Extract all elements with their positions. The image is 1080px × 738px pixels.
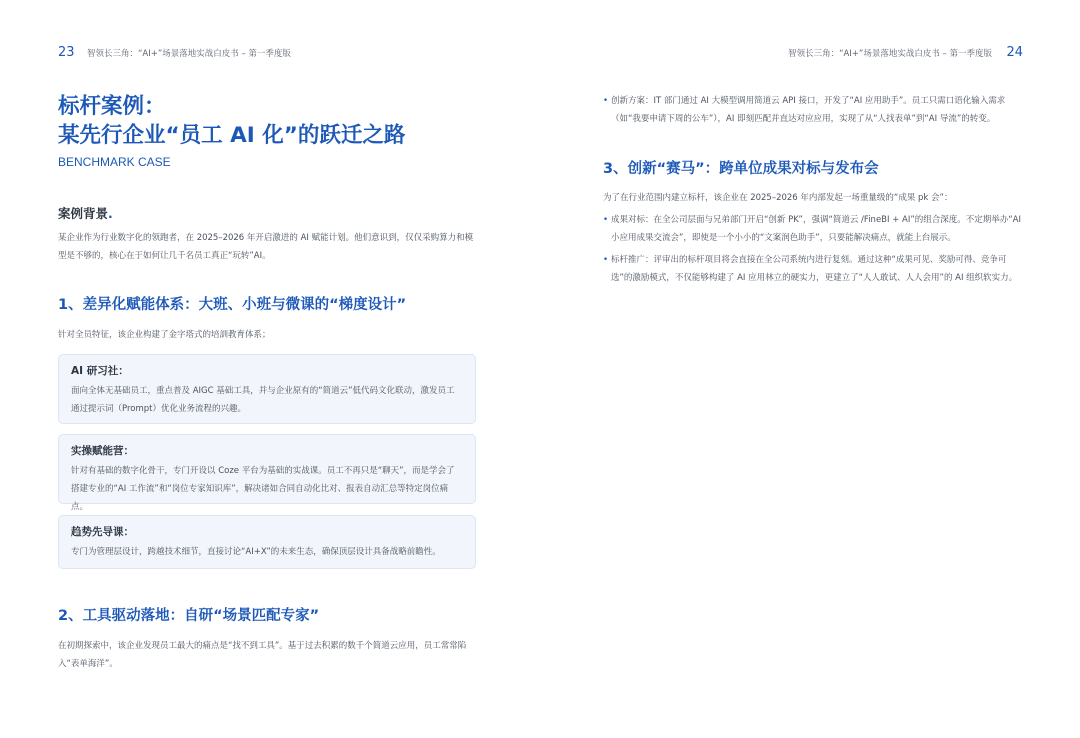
background-paragraph: 某企业作为行业数字化的领跑者，在 2025–2026 年开启激进的 AI 赋能计划。他们意识到，仅仅采购算力和模型是不够的，核心在于如何让几千名员工真正“玩转”AI。 <box>58 233 474 261</box>
bullet-dot-icon: • <box>603 255 609 265</box>
section-1-heading: 1、差异化赋能体系：大班、小班与微课的“梯度设计” <box>58 297 407 313</box>
page-title <box>58 92 498 150</box>
background-label-dot: . <box>108 206 113 221</box>
card-title: 实操赋能营： <box>71 445 134 457</box>
bullet-text: 标杆推广：评审出的标杆项目将会直接在全公司系统内进行复刻。通过这种“成果可见、奖励可得、竞争可选”的激励模式，不仅能够构建了 AI 应用林立的硬实力，更建立了“人人敢试、人人会用”的 AI 组织软实力。 <box>611 255 1018 283</box>
card-trend-course <box>58 515 476 569</box>
bullet-text: 成果对标：在全公司层面与兄弟部门开启“创新 PK”，强调“简道云 /FineBI + AI”的组合深度。不定期举办“AI 小应用成果交流会”，即使是一个小小的“文案润色助手”，只要能解决痛点，就能上台展示。 <box>611 215 1021 243</box>
card-practice-camp <box>58 434 476 512</box>
section-2-heading: 2、工具驱动落地：自研“场景匹配专家” <box>58 608 320 624</box>
section-3-heading: 3、创新“赛马”：跨单位成果对标与发布会 <box>603 161 879 177</box>
page-subtitle: BENCHMARK CASE <box>58 155 171 169</box>
card-text: 专门为管理层设计，跨越技术细节，直接讨论“AI+X”的未来生态，确保顶层设计具备战略前瞻性。 <box>71 547 441 557</box>
bullet-dot-icon: • <box>603 96 609 106</box>
running-header: 智领长三角：“AI+”场景落地实战白皮书 – 第一季度版 <box>788 49 992 59</box>
page-number: 24 <box>1006 45 1023 60</box>
title-line-1: 标杆案例： <box>58 94 166 119</box>
section-label-background <box>58 204 113 222</box>
bullet-benchmark-promotion <box>603 251 1027 287</box>
bullet-result-benchmark <box>603 211 1027 247</box>
section-1-intro: 针对全员特征，该企业构建了金字塔式的培訓教育体系； <box>58 330 271 340</box>
card-ai-study-club <box>58 354 476 424</box>
card-title: AI 研习社： <box>71 365 129 377</box>
running-header: 智领长三角：“AI+”场景落地实战白皮书 – 第一季度版 <box>87 49 291 59</box>
card-text: 面向全体无基础员工，重点普及 AIGC 基础工具，并与企业原有的“简道云”低代码文化联动，激发员工通过提示词（Prompt）优化业务流程的兴趣。 <box>71 386 455 414</box>
section-3-intro: 为了在行业范围内建立标杆，该企业在 2025–2026 年内部发起一场重量级的“成果 pk 会”： <box>603 193 953 203</box>
background-label-text: 案例背景 <box>58 206 109 221</box>
bullet-text: 创新方案：IT 部门通过 AI 大模型调用简道云 API 接口，开发了“AI 应用助手”。员工只需口语化输入需求（如“我要申请下周的公车”），AI 即刻匹配并直达对应应用，实现了从“人找表单”到“AI 导流”的转变。 <box>611 96 1006 124</box>
page-number: 23 <box>58 45 75 60</box>
bullet-dot-icon: • <box>603 215 609 225</box>
card-text: 针对有基础的数字化骨干，专门开设以 Coze 平台为基础的实战课。员工不再只是“聊天”，而是学会了搭建专业的“AI 工作流”和“岗位专家知识库”，解决诸如合同自动化比对、报表自动汇总等特定岗位痛点。 <box>71 466 455 512</box>
section-2-paragraph: 在初期探索中，该企业发现员工最大的痛点是“找不到工具”。基于过去积累的数千个简道云应用，员工常常陷入“表单海洋”。 <box>58 641 467 669</box>
card-title: 趋势先导课： <box>71 526 134 538</box>
title-line-2: 某先行企业“员工 AI 化”的跃迁之路 <box>58 123 406 148</box>
bullet-innovation-plan <box>603 92 1027 128</box>
